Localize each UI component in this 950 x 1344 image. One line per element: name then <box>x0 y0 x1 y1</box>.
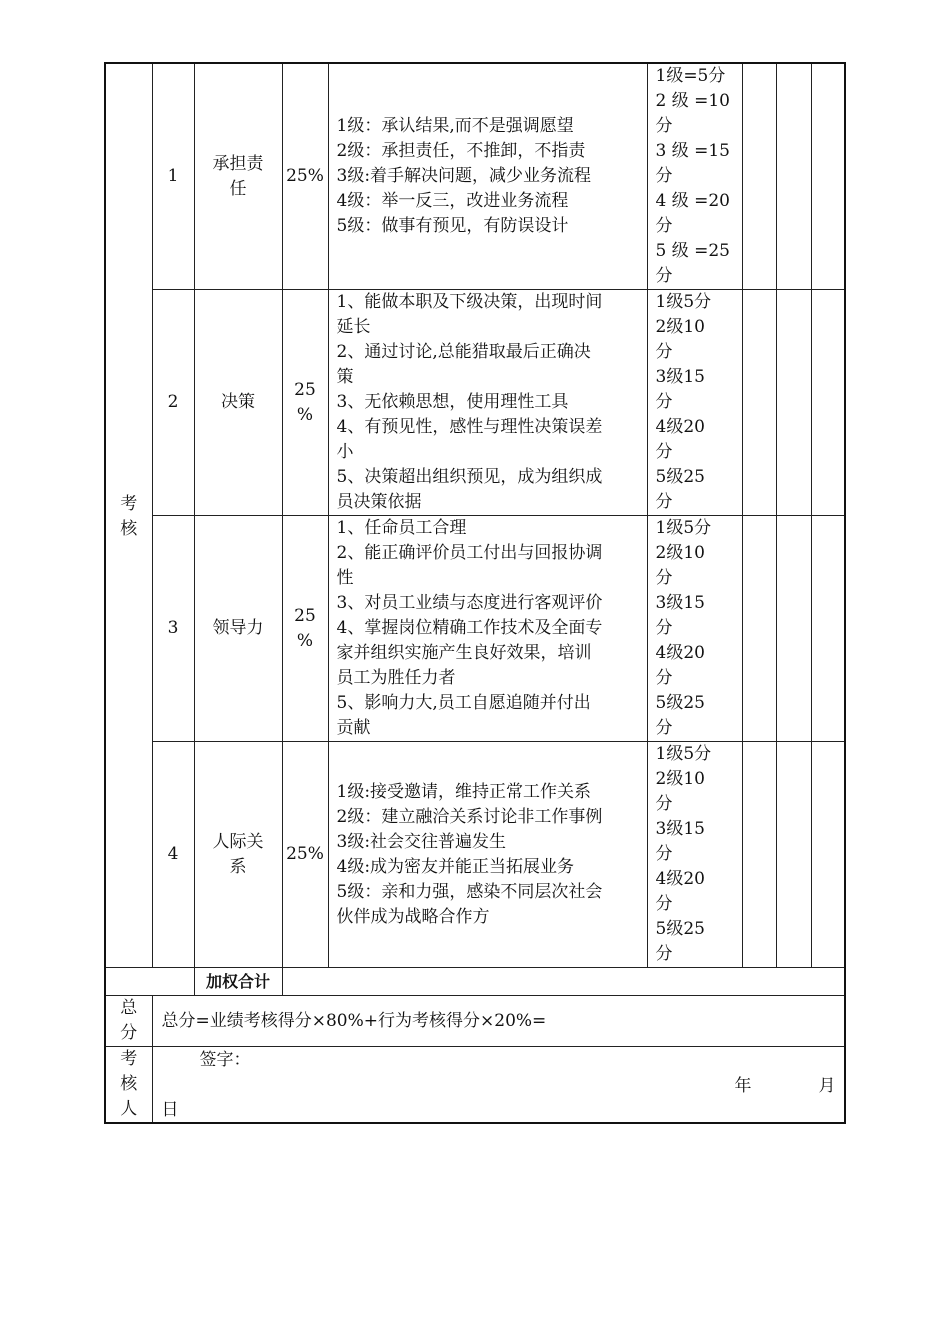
score-line: 分 <box>655 944 673 964</box>
criteria-line: 策 <box>336 367 354 387</box>
score-line: 1级5分 <box>655 744 712 764</box>
weight: 25% <box>282 63 328 290</box>
criteria-line: 3级:着手解决问题，减少业务流程 <box>336 166 592 186</box>
score-line: 4 级 =20 <box>655 191 730 211</box>
criteria-line: 员工为胜任力者 <box>336 668 456 688</box>
criteria-line: 1、能做本职及下级决策，出现时间 <box>336 292 603 312</box>
criteria-line: 2级：承担责任，不推卸，不指责 <box>336 141 586 161</box>
weighted-total-row <box>105 968 845 996</box>
criteria-line: 1级:接受邀请，维持正常工作关系 <box>336 781 592 802</box>
score-line: 分 <box>655 894 673 914</box>
criteria-line: 员决策依据 <box>336 492 422 512</box>
weighted-total-value <box>282 968 845 996</box>
criteria-line: 延长 <box>336 317 371 337</box>
total-score-formula: 总分=业绩考核得分×80%+行为考核得分×20%= <box>152 996 845 1047</box>
weight: 25 % <box>282 290 328 516</box>
weight: 25 % <box>282 516 328 742</box>
score-line: 3级15 <box>655 819 705 839</box>
criteria-description <box>328 742 647 968</box>
criteria-row <box>105 742 845 968</box>
self-score-cell[interactable] <box>742 516 776 742</box>
self-score-cell[interactable] <box>742 63 776 290</box>
score-line: 2级10 <box>655 543 705 563</box>
score-line: 1级5分 <box>655 292 712 312</box>
score-line: 4级20 <box>655 417 705 437</box>
total-score-label <box>105 996 152 1047</box>
signature-label: 签字： <box>199 1050 251 1070</box>
score-line: 1级5分 <box>655 518 712 538</box>
criteria-line: 家并组织实施产生良好效果，培训 <box>336 643 592 663</box>
item-name: 承担责 任 <box>194 63 282 290</box>
score-line: 分 <box>655 442 673 462</box>
score-line: 2级10 <box>655 769 705 789</box>
score-line: 分 <box>655 342 673 362</box>
criteria-line: 贡献 <box>336 718 371 738</box>
criteria-description <box>328 516 647 742</box>
score-line: 4级20 <box>655 869 705 889</box>
criteria-row <box>105 63 845 290</box>
score-line: 分 <box>655 718 673 738</box>
item-name: 决策 <box>194 290 282 516</box>
reviewer-signature-cell <box>152 1047 845 1124</box>
reviewer-row <box>105 1047 845 1124</box>
criteria-line: 1级：承认结果,而不是强调愿望 <box>336 116 574 136</box>
score-line: 分 <box>655 392 673 412</box>
reviewer-score-cell[interactable] <box>776 516 811 742</box>
criteria-row <box>105 516 845 742</box>
score-line: 分 <box>655 266 673 286</box>
criteria-line: 性 <box>336 568 354 588</box>
criteria-line: 3、无依赖思想，使用理性工具 <box>336 392 569 412</box>
criteria-line: 1、任命员工合理 <box>336 518 467 538</box>
year-label: 年 <box>734 1076 752 1096</box>
score-line: 3 级 =15 <box>655 141 730 161</box>
criteria-line: 小 <box>336 442 354 462</box>
reviewer-score-cell[interactable] <box>776 742 811 968</box>
score-line: 3级15 <box>655 593 705 613</box>
score-line: 分 <box>655 166 673 186</box>
criteria-line: 4级:成为密友并能正当拓展业务 <box>336 856 575 877</box>
score-line: 分 <box>655 116 673 136</box>
total-score-row <box>105 996 845 1047</box>
criteria-description <box>328 63 647 290</box>
criteria-line: 3、对员工业绩与态度进行客观评价 <box>336 593 603 613</box>
month-label: 月 <box>818 1076 836 1096</box>
score-line: 分 <box>655 844 673 864</box>
criteria-line: 4、掌握岗位精确工作技术及全面专 <box>336 618 603 638</box>
score-line: 5 级 =25 <box>655 241 730 261</box>
weighted-total-label: 加权合计 <box>194 968 282 996</box>
score-line: 分 <box>655 492 673 512</box>
final-score-cell[interactable] <box>811 516 845 742</box>
score-scale <box>647 290 742 516</box>
score-line: 分 <box>655 618 673 638</box>
reviewer-score-cell[interactable] <box>776 63 811 290</box>
day-label: 日 <box>161 1100 179 1120</box>
criteria-line: 4级：举一反三，改进业务流程 <box>336 191 569 211</box>
score-scale <box>647 516 742 742</box>
score-line: 分 <box>655 668 673 688</box>
score-line: 分 <box>655 568 673 588</box>
section-label <box>105 63 152 968</box>
row-number: 3 <box>152 516 194 742</box>
row-number: 2 <box>152 290 194 516</box>
score-line: 分 <box>655 216 673 236</box>
criteria-line: 5、影响力大,员工自愿追随并付出 <box>336 693 591 713</box>
criteria-description <box>328 290 647 516</box>
stacked-label: 考 核 人 <box>120 1049 138 1119</box>
row-number: 4 <box>152 742 194 968</box>
criteria-line: 5级：亲和力强，感染不同层次社会 <box>336 881 603 902</box>
final-score-cell[interactable] <box>811 290 845 516</box>
score-line: 3级15 <box>655 367 705 387</box>
self-score-cell[interactable] <box>742 742 776 968</box>
score-line: 5级25 <box>655 693 705 713</box>
score-line: 2级10 <box>655 317 705 337</box>
criteria-line: 2、通过讨论,总能猎取最后正确决 <box>336 342 591 362</box>
stacked-label: 总 分 <box>120 998 138 1043</box>
score-line: 5级25 <box>655 919 705 939</box>
item-name: 人际关 系 <box>194 742 282 968</box>
criteria-line: 5级：做事有预见，有防误设计 <box>336 216 569 236</box>
criteria-line: 4、有预见性，感性与理性决策误差 <box>336 417 603 437</box>
final-score-cell[interactable] <box>811 63 845 290</box>
section-label-text: 考 核 <box>120 493 138 539</box>
score-line: 5级25 <box>655 467 705 487</box>
score-line: 1级=5分 <box>655 66 726 86</box>
reviewer-score-cell[interactable] <box>776 290 811 516</box>
criteria-line: 2级：建立融洽关系讨论非工作事例 <box>336 806 603 827</box>
row-number: 1 <box>152 63 194 290</box>
criteria-rows <box>105 63 845 968</box>
criteria-line: 伙伴成为战略合作方 <box>336 906 490 927</box>
item-name: 领导力 <box>194 516 282 742</box>
criteria-line: 5、决策超出组织预见，成为组织成 <box>336 467 603 487</box>
score-scale <box>647 742 742 968</box>
weight: 25% <box>282 742 328 968</box>
criteria-line: 2、能正确评价员工付出与回报协调 <box>336 543 603 563</box>
score-scale <box>647 63 742 290</box>
score-line: 分 <box>655 794 673 814</box>
self-score-cell[interactable] <box>742 290 776 516</box>
criteria-line: 3级:社会交往普遍发生 <box>336 831 507 852</box>
score-line: 2 级 =10 <box>655 91 730 111</box>
reviewer-label <box>105 1047 152 1124</box>
assessment-table <box>104 62 846 1124</box>
score-line: 4级20 <box>655 643 705 663</box>
final-score-cell[interactable] <box>811 742 845 968</box>
criteria-row <box>105 290 845 516</box>
